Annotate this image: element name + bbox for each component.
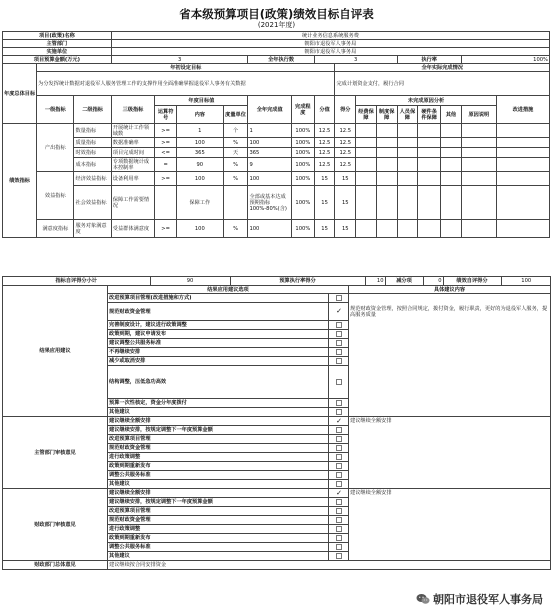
unit-value: 个 xyxy=(223,124,248,138)
h-r4: 硬件条件保障 xyxy=(418,106,441,124)
option-checkbox[interactable] xyxy=(329,552,349,561)
option-checkbox[interactable] xyxy=(329,366,349,399)
actual-goal-header: 全年实际完成情况 xyxy=(335,64,550,72)
checkbox-icon xyxy=(336,409,342,415)
option-label: 政策到期重新发布 xyxy=(108,534,329,543)
indicator-row xyxy=(3,158,550,172)
checkbox-icon xyxy=(336,508,342,514)
score-value: 15 xyxy=(335,186,356,220)
option-checkbox[interactable] xyxy=(329,408,349,417)
level2-label: 成本指标 xyxy=(74,158,111,172)
option-checkbox[interactable] xyxy=(329,435,349,444)
empty-cell xyxy=(496,148,549,158)
empty-cell xyxy=(356,186,377,220)
option-checkbox[interactable] xyxy=(329,480,349,489)
degree-value: 100% xyxy=(291,158,314,172)
actual-value: 1 xyxy=(248,124,292,138)
op-value xyxy=(155,186,177,220)
checkbox-icon xyxy=(336,544,342,550)
empty-cell xyxy=(441,220,462,238)
checkbox-icon xyxy=(336,295,342,301)
empty-cell xyxy=(356,158,377,172)
op-value: >= xyxy=(155,138,177,148)
option-checkbox[interactable] xyxy=(329,525,349,534)
checkbox-icon xyxy=(336,481,342,487)
actual-value: 100 xyxy=(248,220,292,238)
op-value: >= xyxy=(155,220,177,238)
weight-value: 12.5 xyxy=(314,124,335,138)
op-value: >= xyxy=(155,172,177,186)
degree-value: 100% xyxy=(291,124,314,138)
option-checkbox[interactable] xyxy=(329,339,349,348)
checkbox-icon xyxy=(336,331,342,337)
checkbox-icon xyxy=(336,358,342,364)
h-reasons: 未完成原因分析 xyxy=(356,96,497,106)
option-label: 政策到期，建议申请发布 xyxy=(108,330,329,339)
h-actual: 全年完成值 xyxy=(248,96,292,124)
option-label: 改进预算项目管理 xyxy=(108,507,329,516)
option-checkbox[interactable] xyxy=(329,330,349,339)
finance-total-label: 财政部门总体意见 xyxy=(3,561,108,570)
op-value: <= xyxy=(155,148,177,158)
level3-label: 项目完成时间 xyxy=(111,148,155,158)
degree-value: 100% xyxy=(291,148,314,158)
option-checkbox[interactable] xyxy=(329,516,349,525)
unit-value: % xyxy=(223,158,248,172)
option-checkbox[interactable] xyxy=(329,348,349,357)
checkbox-icon xyxy=(336,499,342,505)
indicator-row xyxy=(3,138,550,148)
total-label: 绩效自评得分 xyxy=(443,277,501,285)
content-value: 100 xyxy=(177,220,224,238)
level2-label: 服务对象满意度 xyxy=(74,220,111,238)
content-value: 1 xyxy=(177,124,224,138)
budget-label: 项目预算金额(万元) xyxy=(3,56,112,64)
h-r5: 其他 xyxy=(441,106,462,124)
option-checkbox[interactable] xyxy=(329,507,349,516)
option-checkbox[interactable] xyxy=(329,399,349,408)
option-checkbox[interactable] xyxy=(329,357,349,366)
actual-value: 100 xyxy=(248,138,292,148)
page-subtitle: (2021年度) xyxy=(257,21,296,29)
unit-value: 天 xyxy=(223,148,248,158)
empty-cell xyxy=(356,172,377,186)
empty-cell xyxy=(397,148,418,158)
score-value: 12.5 xyxy=(335,158,356,172)
content-value: 90 xyxy=(177,158,224,172)
score-value: 12.5 xyxy=(335,138,356,148)
indicator-row xyxy=(3,172,550,186)
checkbox-icon xyxy=(336,379,342,385)
level1-label: 效益指标 xyxy=(37,172,74,220)
project-name: 统计业务信息系统服务费 xyxy=(111,32,549,40)
option-label: 建议继续全额安排 xyxy=(108,417,329,426)
goal-side-label: 年度总体目标 xyxy=(3,64,37,124)
empty-cell xyxy=(461,138,496,148)
level2-label: 数量指标 xyxy=(74,124,111,138)
option-checkbox[interactable] xyxy=(329,462,349,471)
empty-cell xyxy=(356,148,377,158)
option-checkbox[interactable] xyxy=(329,417,349,426)
application-col-header: 结果应用建议选项 xyxy=(108,286,349,294)
h-weight: 分值 xyxy=(314,96,335,124)
actual-value: 365 xyxy=(248,148,292,158)
option-label: 其他建议 xyxy=(108,552,329,561)
option-label: 完善制度设计，建议进行政策调整 xyxy=(108,321,329,330)
empty-cell xyxy=(397,220,418,238)
empty-cell xyxy=(376,124,397,138)
option-label: 其他建议 xyxy=(108,408,329,417)
actual-value: 9 xyxy=(248,158,292,172)
level2-label: 时效指标 xyxy=(74,148,111,158)
check-mark-icon: ✓ xyxy=(336,416,342,425)
indicator-row xyxy=(3,220,550,238)
indicator-row xyxy=(3,148,550,158)
unit-value: % xyxy=(223,172,248,186)
empty-cell xyxy=(356,138,377,148)
option-label: 规范财政资金管理 xyxy=(108,444,329,453)
option-checkbox[interactable] xyxy=(329,471,349,480)
option-checkbox[interactable] xyxy=(329,489,349,498)
empty-cell xyxy=(418,158,441,172)
h-op: 运算符号 xyxy=(155,106,177,124)
review-table xyxy=(2,276,551,570)
option-checkbox[interactable] xyxy=(329,498,349,507)
empty-cell xyxy=(441,148,462,158)
empty-cell xyxy=(418,172,441,186)
empty-cell xyxy=(376,186,397,220)
finance-total-text: 建议继续按合同安排资金 xyxy=(108,561,551,570)
empty-cell xyxy=(441,158,462,172)
watermark xyxy=(414,590,545,608)
level3-label: 受益群体满意度 xyxy=(111,220,155,238)
level3-label: 开展统计工作领域数 xyxy=(111,124,155,138)
option-label: 改进预算项目管理(改进措施和方式) xyxy=(108,294,329,303)
h-score: 得分 xyxy=(335,96,356,124)
indicator-row xyxy=(3,186,550,220)
check-mark-icon: ✓ xyxy=(336,488,342,497)
h-r1: 经费保障 xyxy=(356,106,377,124)
empty-cell xyxy=(356,124,377,138)
unit-value xyxy=(223,186,248,220)
deduct-value: 0 xyxy=(423,277,443,285)
empty-cell xyxy=(418,124,441,138)
checkbox-icon xyxy=(336,400,342,406)
degree-value: 100% xyxy=(291,138,314,148)
option-checkbox[interactable] xyxy=(329,444,349,453)
checkbox-icon xyxy=(336,322,342,328)
actual-value: 100 xyxy=(248,172,292,186)
score-value: 15 xyxy=(335,172,356,186)
content-value: 保障工作 xyxy=(177,186,224,220)
empty-cell xyxy=(441,172,462,186)
option-label: 进行政策调整 xyxy=(108,525,329,534)
checkbox-icon xyxy=(336,454,342,460)
application-detail-header: 具体建议内容 xyxy=(349,286,551,294)
option-label: 进行政策调整 xyxy=(108,453,329,462)
option-checkbox[interactable] xyxy=(329,321,349,330)
empty-cell xyxy=(418,148,441,158)
option-checkbox[interactable] xyxy=(329,543,349,552)
unit-value: 朝阳市退役军人事务局 xyxy=(111,48,549,56)
option-label: 建议调整公共服务标准 xyxy=(108,339,329,348)
h-r6: 原因说明 xyxy=(461,106,496,124)
info-table xyxy=(2,31,550,238)
empty-cell xyxy=(376,158,397,172)
h-level3: 三级指标 xyxy=(111,96,155,124)
empty-cell xyxy=(397,138,418,148)
level2-label: 经济效益指标 xyxy=(74,172,111,186)
indicator-row xyxy=(3,124,550,138)
watermark-text: 朝阳市退役军人事务局 xyxy=(433,593,543,606)
budget-score: 10 xyxy=(365,277,385,285)
checkbox-icon xyxy=(336,427,342,433)
option-checkbox[interactable] xyxy=(329,294,349,303)
option-label: 政策到期重新发布 xyxy=(108,462,329,471)
total-value: 100 xyxy=(521,278,532,284)
plan-goal-header: 年初设定目标 xyxy=(37,64,335,72)
option-checkbox[interactable] xyxy=(329,303,349,321)
empty-cell xyxy=(441,186,462,220)
dept_review-side-label: 主管部门审核意见 xyxy=(3,417,108,489)
weight-value: 12.5 xyxy=(314,158,335,172)
content-value: 100 xyxy=(177,138,224,148)
op-value: >= xyxy=(155,124,177,138)
check-mark-icon: ✓ xyxy=(336,307,342,316)
option-label: 建议继续全额安排 xyxy=(108,489,329,498)
actual-goal-text: 完成计划资金支付，履行合同 xyxy=(335,72,550,96)
weight-value: 12.5 xyxy=(314,148,335,158)
dept-label: 主管部门 xyxy=(3,40,112,48)
checkbox-icon xyxy=(336,472,342,478)
indicator-side-label: 绩效指标 xyxy=(3,124,37,238)
option-label: 建议继续安排，按规定调整下一年度预算金额 xyxy=(108,498,329,507)
rate-value: 100% xyxy=(461,56,549,64)
deduct-label: 减分项 xyxy=(385,277,423,285)
option-checkbox[interactable] xyxy=(329,453,349,462)
empty-cell xyxy=(441,124,462,138)
content-value: 365 xyxy=(177,148,224,158)
level1-label: 产出指标 xyxy=(37,124,74,172)
h-improve: 改进措施 xyxy=(496,96,549,124)
level3-label: 设备利用率 xyxy=(111,172,155,186)
h-r2: 制度保障 xyxy=(376,106,397,124)
option-label: 结构调整，压低急功高效 xyxy=(108,366,329,399)
plan-goal-text: 为分发挥统计数据对退役军人服务管理工作的支撑作用全面准确掌握退役军人事务有关数据 xyxy=(37,72,335,96)
empty-cell xyxy=(397,124,418,138)
empty-cell xyxy=(461,220,496,238)
checkbox-icon xyxy=(336,340,342,346)
h-r3: 人员保障 xyxy=(397,106,418,124)
option-label: 调整公共服务标准 xyxy=(108,471,329,480)
empty-cell xyxy=(461,186,496,220)
option-label: 不再继续安排 xyxy=(108,348,329,357)
empty-cell xyxy=(496,186,549,220)
empty-cell xyxy=(496,172,549,186)
h-degree: 完成程度 xyxy=(291,96,314,124)
level1-label: 满意度指标 xyxy=(37,220,74,238)
checkbox-icon xyxy=(336,517,342,523)
exec-value: 3 xyxy=(314,56,397,64)
weight-value: 15 xyxy=(314,186,335,220)
option-label: 规范财政资金管理 xyxy=(108,303,329,321)
weight-value: 12.5 xyxy=(314,138,335,148)
empty-cell xyxy=(397,172,418,186)
option-label: 预算一次性核定，资金分年度拨付 xyxy=(108,399,329,408)
wechat-icon xyxy=(416,593,430,605)
empty-cell xyxy=(461,148,496,158)
empty-cell xyxy=(461,158,496,172)
budget-value: 3 xyxy=(111,56,248,64)
h-level2-a: 一级指标 xyxy=(37,96,74,124)
option-checkbox[interactable] xyxy=(329,426,349,435)
option-label: 减少或取消安排 xyxy=(108,357,329,366)
empty-cell xyxy=(418,186,441,220)
budget-score-label: 预算执行率得分 xyxy=(230,277,365,285)
indicator-score: 90 xyxy=(150,277,230,285)
level2-label: 质量指标 xyxy=(74,138,111,148)
content-value: 100 xyxy=(177,172,224,186)
empty-cell xyxy=(356,220,377,238)
degree-value: 100% xyxy=(291,172,314,186)
h-unit: 度量单位 xyxy=(223,106,248,124)
option-label: 改进预算项目管理 xyxy=(108,435,329,444)
level2-label: 社会效益指标 xyxy=(74,186,111,220)
score-value: 15 xyxy=(335,220,356,238)
option-label: 其他建议 xyxy=(108,480,329,489)
degree-value: 100% xyxy=(291,186,314,220)
score-value: 12.5 xyxy=(335,124,356,138)
application-detail: 规范财政资金管理，按照合同规定，拨付资金，履行职责，更好的为退役军人服务，提高服务质量 xyxy=(349,294,551,417)
empty-cell xyxy=(397,158,418,172)
empty-cell xyxy=(441,138,462,148)
weight-value: 15 xyxy=(314,220,335,238)
empty-cell xyxy=(461,124,496,138)
option-label: 规范财政资金管理 xyxy=(108,516,329,525)
op-value: = xyxy=(155,158,177,172)
empty-cell xyxy=(496,124,549,138)
option-label: 建议继续安排，按规定调整下一年度预算金额 xyxy=(108,426,329,435)
h-content: 内容 xyxy=(177,106,224,124)
empty-cell xyxy=(496,220,549,238)
score-value: 12.5 xyxy=(335,148,356,158)
level3-label: 保障工作需要情况 xyxy=(111,186,155,220)
checkbox-icon xyxy=(336,445,342,451)
application-side-label: 结果应用建议 xyxy=(3,286,108,417)
checkbox-icon xyxy=(336,535,342,541)
indicator-score-label: 指标自评得分小计 xyxy=(3,277,150,285)
unit-value: % xyxy=(223,220,248,238)
level3-label: 专项数据统计成本控制率 xyxy=(111,158,155,172)
degree-value: 100% xyxy=(291,220,314,238)
option-row xyxy=(3,417,551,426)
unit-value: % xyxy=(223,138,248,148)
option-row xyxy=(3,489,551,498)
rate-label: 执行率 xyxy=(397,56,461,64)
dept-value: 朝阳市退役军人事务局 xyxy=(111,40,549,48)
checkbox-icon xyxy=(336,349,342,355)
level3-label: 数据准确率 xyxy=(111,138,155,148)
empty-cell xyxy=(496,138,549,148)
empty-cell xyxy=(376,220,397,238)
page-title: 省本级预算项目(政策)绩效目标自评表 xyxy=(179,7,374,21)
h-level2: 二级指标 xyxy=(74,96,111,124)
h-annual-value: 年度目标值 xyxy=(155,96,248,106)
finance_review-side-label: 财政部门审核意见 xyxy=(3,489,108,561)
option-label: 调整公共服务标准 xyxy=(108,543,329,552)
empty-cell xyxy=(376,138,397,148)
dept_review-detail: 建议继续全额安排 xyxy=(349,417,551,489)
project-name-label: 项目(政策)名称 xyxy=(3,32,112,40)
empty-cell xyxy=(418,220,441,238)
empty-cell xyxy=(376,148,397,158)
checkbox-icon xyxy=(336,463,342,469)
checkbox-icon xyxy=(336,553,342,559)
exec-label: 全年执行数 xyxy=(248,56,314,64)
actual-value: 全部或基本达成预期指标100%-80%(含) xyxy=(248,186,292,220)
empty-cell xyxy=(496,158,549,172)
checkbox-icon xyxy=(336,526,342,532)
unit-label: 实施单位 xyxy=(3,48,112,56)
empty-cell xyxy=(397,186,418,220)
finance_review-detail: 建议继续全额安排 xyxy=(349,489,551,561)
empty-cell xyxy=(418,138,441,148)
empty-cell xyxy=(461,172,496,186)
checkbox-icon xyxy=(336,436,342,442)
weight-value: 15 xyxy=(314,172,335,186)
option-checkbox[interactable] xyxy=(329,534,349,543)
empty-cell xyxy=(376,172,397,186)
